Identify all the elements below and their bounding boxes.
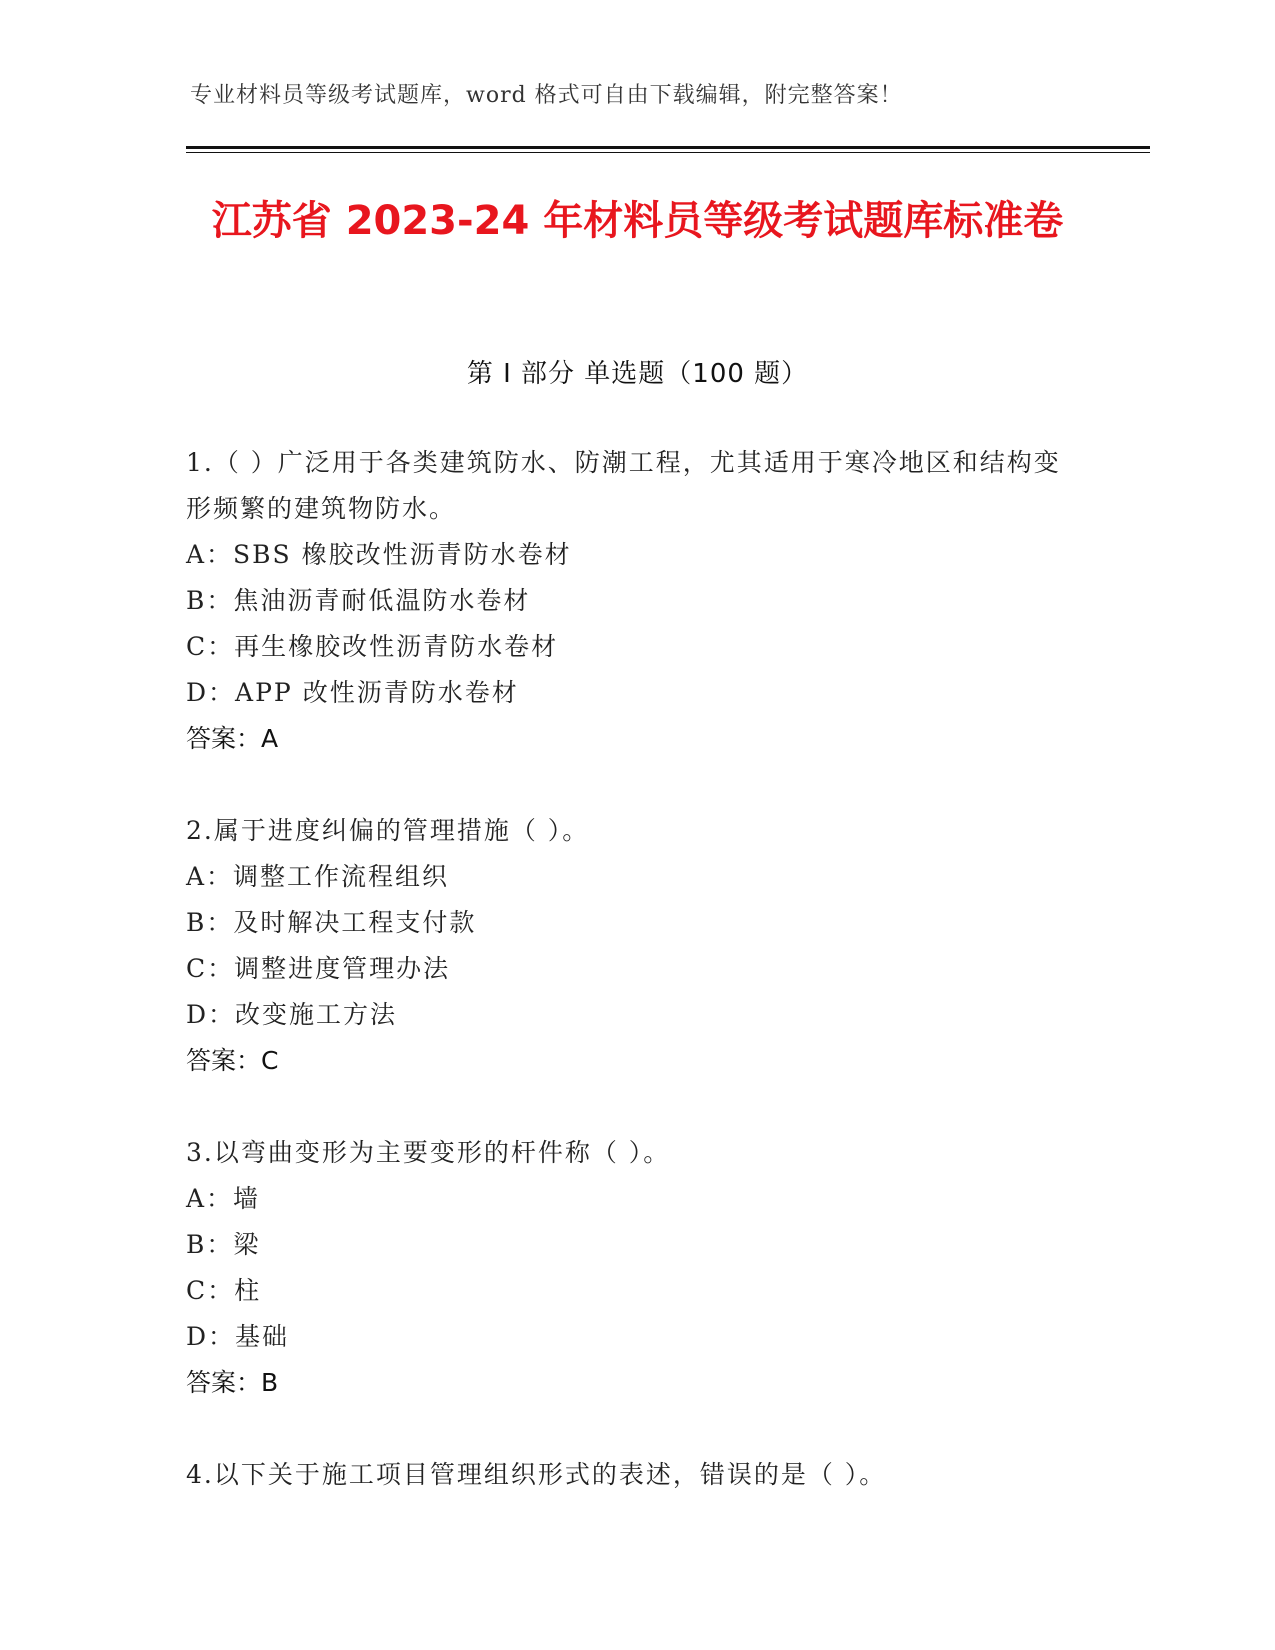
option-d: D：APP 改性沥青防水卷材 bbox=[186, 678, 519, 707]
answer: 答案：A bbox=[186, 724, 279, 753]
question-list bbox=[186, 440, 1086, 1544]
option-c: C：调整进度管理办法 bbox=[186, 954, 451, 983]
option-c: C：再生橡胶改性沥青防水卷材 bbox=[186, 632, 559, 661]
question-2 bbox=[186, 808, 1086, 1084]
option-b: B：及时解决工程支付款 bbox=[186, 908, 477, 937]
section-title: 第 I 部分 单选题（100 题） bbox=[466, 359, 809, 389]
question-4 bbox=[186, 1452, 1086, 1498]
option-d: D：改变施工方法 bbox=[186, 1000, 398, 1029]
document-title: 江苏省 2023-24 年材料员等级考试题库标准卷 bbox=[211, 198, 1064, 244]
answer: 答案：B bbox=[186, 1368, 279, 1397]
option-a: A：调整工作流程组织 bbox=[186, 862, 450, 891]
question-stem: 4.以下关于施工项目管理组织形式的表述，错误的是（ ）。 bbox=[186, 1460, 887, 1489]
answer: 答案：C bbox=[186, 1046, 279, 1075]
header-rule-thick bbox=[186, 146, 1150, 149]
question-stem: 3.以弯曲变形为主要变形的杆件称（ ）。 bbox=[186, 1138, 671, 1167]
option-a: A：墙 bbox=[186, 1184, 261, 1213]
option-d: D：基础 bbox=[186, 1322, 290, 1351]
question-stem: 2.属于进度纠偏的管理措施（ ）。 bbox=[186, 816, 590, 845]
option-c: C：柱 bbox=[186, 1276, 262, 1305]
question-stem: 1.（ ）广泛用于各类建筑防水、防潮工程，尤其适用于寒冷地区和结构变形频繁的建筑物防水。 bbox=[186, 448, 1061, 523]
option-b: B：焦油沥青耐低温防水卷材 bbox=[186, 586, 531, 615]
header-note: 专业材料员等级考试题库，word 格式可自由下载编辑，附完整答案！ bbox=[190, 83, 903, 108]
question-1 bbox=[186, 440, 1086, 762]
question-3 bbox=[186, 1130, 1086, 1406]
option-a: A：SBS 橡胶改性沥青防水卷材 bbox=[186, 540, 572, 569]
option-b: B：梁 bbox=[186, 1230, 261, 1259]
header-rule-thin bbox=[186, 152, 1150, 153]
